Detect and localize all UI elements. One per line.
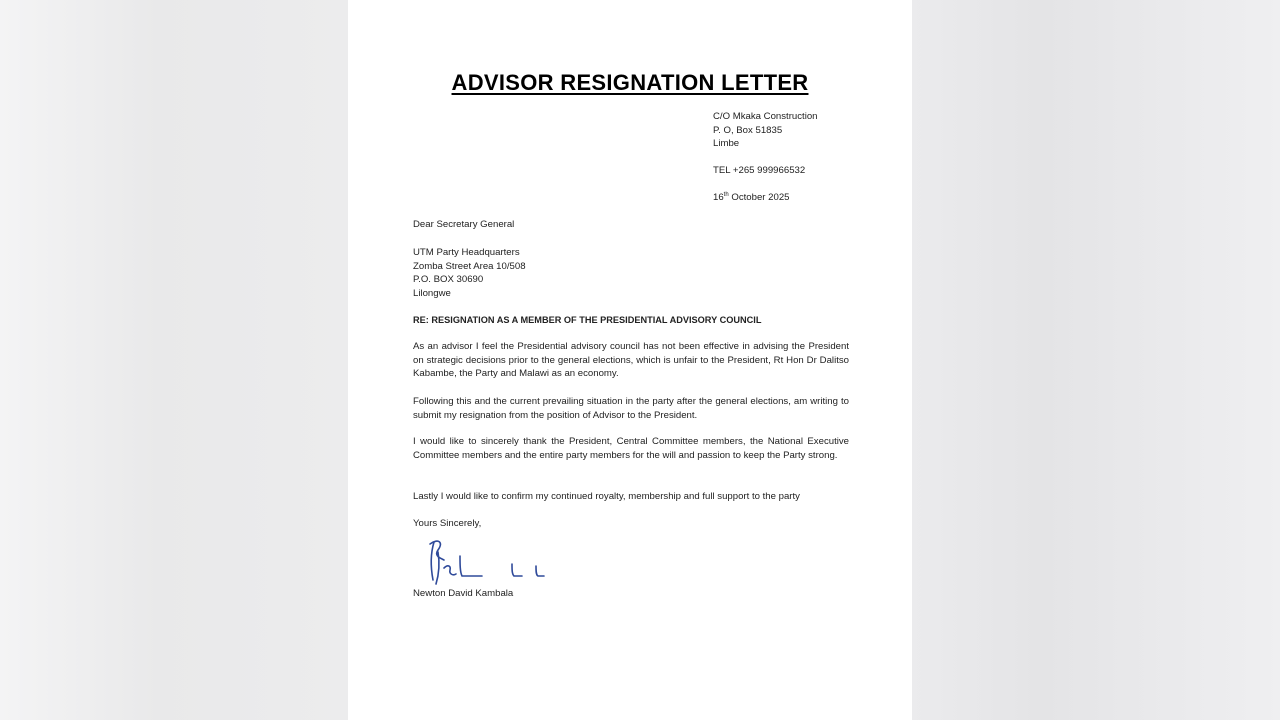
letter-title: ADVISOR RESIGNATION LETTER	[451, 70, 809, 95]
body-paragraph-4: Lastly I would like to confirm my continued royalty, membership and full support to the party	[413, 491, 800, 502]
date-suffix: th	[723, 191, 729, 198]
recipient-address-line-3: P.O. BOX 30690	[413, 274, 484, 285]
sender-address-block	[713, 110, 818, 205]
background-left	[0, 0, 348, 720]
body-paragraph-3: I would like to sincerely thank the President, Central Committee members, the National Executive Committee members and the entire party members for the will and passion to keep the Party strong.	[413, 436, 849, 461]
sender-address-line-1: C/O Mkaka Construction	[713, 111, 818, 122]
background-right	[912, 0, 1280, 720]
recipient-address-block	[413, 246, 849, 300]
handwritten-signature	[424, 534, 584, 586]
closing-line: Yours Sincerely,	[413, 518, 482, 529]
recipient-address-line-1: UTM Party Headquarters	[413, 247, 520, 258]
sender-address-line-2: P. O, Box 51835	[713, 124, 783, 136]
body-paragraph-2: Following this and the current prevailing situation in the party after the general elections, am writing to submit my resignation from the position of Advisor to the President.	[413, 396, 849, 421]
date-month-year: October 2025	[728, 192, 790, 203]
sender-address-line-3: Limbe	[713, 138, 740, 149]
signer-name: Newton David Kambala	[413, 588, 514, 599]
sender-telephone: TEL +265 999966532	[713, 165, 806, 176]
subject-line: RE: RESIGNATION AS A MEMBER OF THE PRESIDENTIAL ADVISORY COUNCIL	[413, 315, 762, 325]
salutation: Dear Secretary General	[413, 219, 515, 230]
date-day: 16	[713, 192, 724, 203]
letter-date	[713, 191, 818, 205]
body-paragraph-1: As an advisor I feel the Presidential advisory council has not been effective in advising the President on strategic decisions prior to the general elections, which is unfair to the President, Rt Hon Dr Dalitso Kabambe, the Party and Malawi as an economy.	[413, 341, 849, 379]
recipient-address-line-4: Lilongwe	[413, 287, 451, 299]
letter-page	[348, 0, 912, 720]
recipient-address-line-2: Zomba Street Area 10/508	[413, 260, 526, 272]
